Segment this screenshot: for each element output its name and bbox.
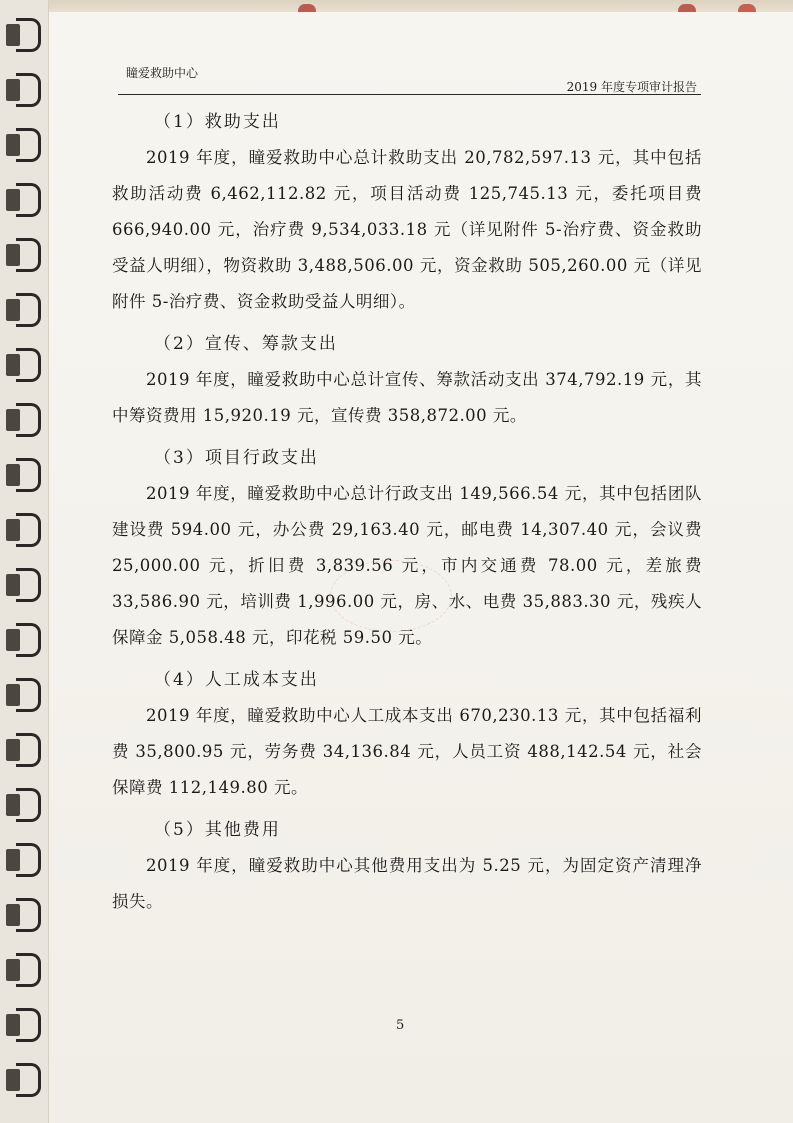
binding-ring <box>6 898 40 928</box>
binding-ring <box>6 458 40 488</box>
binding-ring <box>6 788 40 818</box>
binding-ring <box>6 1008 40 1038</box>
section-paragraph: 2019 年度，瞳爱救助中心总计宣传、筹款活动支出 374,792.19 元，其中筹资费用 15,920.19 元，宣传费 358,872.00 元。 <box>112 370 702 425</box>
section-paragraph: 2019 年度，瞳爱救助中心其他费用支出为 5.25 元，为固定资产清理净损失。 <box>112 856 702 911</box>
binding-ring <box>6 348 40 378</box>
section-other-expenses <box>112 812 702 920</box>
section-title: （5）其他费用 <box>154 820 281 840</box>
binding-ring <box>6 513 40 543</box>
binding-ring <box>6 403 40 433</box>
binding-ring <box>6 953 40 983</box>
section-publicity-fundraising <box>112 326 702 434</box>
section-title: （3）项目行政支出 <box>154 448 319 468</box>
binding-ring <box>6 843 40 873</box>
section-paragraph: 2019 年度，瞳爱救助中心总计救助支出 20,782,597.13 元，其中包括救助活动费 6,462,112.82 元，项目活动费 125,745.13 元，委托项目费 666,940.00 元，治疗费 9,534,033.18 元（详见附件 5-治疗费、资金救助受益人明细），物资救助 3,488,506.00 元，资金救助 505,260.00 元（详见附件 5-治疗费、资金救助受益人明细）。 <box>112 148 702 311</box>
binding-ring <box>6 128 40 158</box>
section-title: （1）救助支出 <box>154 112 281 132</box>
binding-ring <box>6 183 40 213</box>
document-body <box>112 104 702 920</box>
binding-ring <box>6 678 40 708</box>
page-header <box>118 58 701 95</box>
binding-ring <box>6 238 40 268</box>
header-report-title: 2019 年度专项审计报告 <box>566 80 697 94</box>
header-organization: 瞳爱救助中心 <box>126 66 199 80</box>
binding-ring <box>6 623 40 653</box>
binding-ring <box>6 733 40 763</box>
binding-ring <box>6 568 40 598</box>
spiral-binding <box>0 0 49 1123</box>
binding-ring <box>6 73 40 103</box>
page-number: 5 <box>396 1018 405 1033</box>
section-paragraph: 2019 年度，瞳爱救助中心总计行政支出 149,566.54 元，其中包括团队建设费 594.00 元，办公费 29,163.40 元，邮电费 14,307.40 元，会议费 25,000.00 元，折旧费 3,839.56 元，市内交通费 78.00 元，差旅费 33,586.90 元，培训费 1,996.00 元，房、水、电费 35,883.30 元，残疾人保障金 5,058.48 元，印花税 59.50 元。 <box>112 484 702 647</box>
section-relief <box>112 104 702 320</box>
section-title: （4）人工成本支出 <box>154 670 319 690</box>
binding-ring <box>6 293 40 323</box>
section-title: （2）宣传、筹款支出 <box>154 334 338 354</box>
section-paragraph: 2019 年度，瞳爱救助中心人工成本支出 670,230.13 元，其中包括福利费 35,800.95 元，劳务费 34,136.84 元，人员工资 488,142.54 元，社会保障费 112,149.80 元。 <box>112 706 702 797</box>
binding-ring <box>6 1063 40 1093</box>
section-administrative <box>112 440 702 656</box>
binding-ring <box>6 18 40 48</box>
section-labor-cost <box>112 662 702 806</box>
